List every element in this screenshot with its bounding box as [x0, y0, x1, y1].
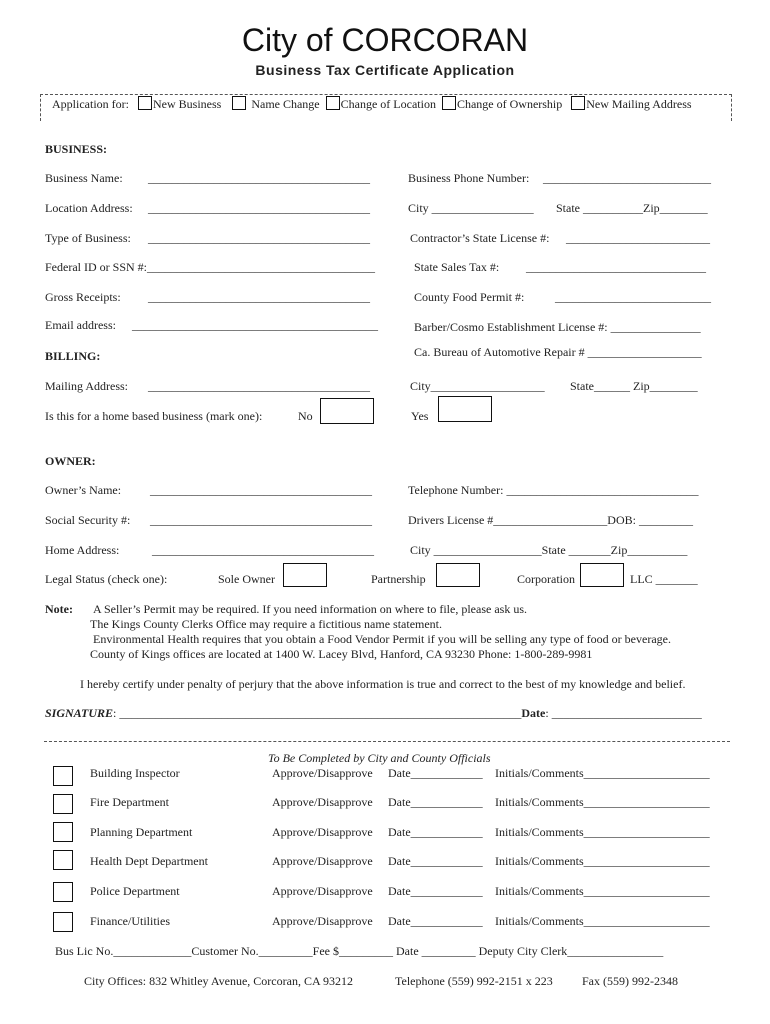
health-department-checkbox[interactable]	[53, 850, 73, 870]
official-initials-field[interactable]: Initials/Comments_____________________	[495, 854, 710, 868]
name-change-label: Name Change	[251, 97, 320, 111]
footer-address: City Offices: 832 Whitley Avenue, Corcoran, CA 93212	[84, 974, 353, 988]
police-department-checkbox[interactable]	[53, 882, 73, 902]
legal-status-label: Legal Status (check one):	[45, 572, 168, 586]
approve-disapprove: Approve/Disapprove	[272, 854, 373, 868]
location-address-label: Location Address:	[45, 201, 133, 215]
note-label: Note:	[45, 602, 73, 616]
approve-disapprove: Approve/Disapprove	[272, 914, 373, 928]
new-business-checkbox[interactable]	[138, 96, 152, 110]
home-address-field[interactable]: _____________________________________	[152, 543, 374, 557]
billing-city-field[interactable]: City___________________	[410, 379, 545, 393]
owner-heading: OWNER:	[45, 454, 96, 468]
sole-owner-box[interactable]	[283, 563, 327, 587]
fire-department-checkbox[interactable]	[53, 794, 73, 814]
contractor-license-label: Contractor’s State License #:	[410, 231, 550, 245]
signature-field[interactable]: : ___________________________________________________________________	[113, 706, 522, 720]
new-business-label: New Business	[152, 97, 222, 111]
billing-state-zip-field[interactable]: State______ Zip________	[570, 379, 698, 393]
planning-department-checkbox[interactable]	[53, 822, 73, 842]
official-date-field[interactable]: Date____________	[388, 795, 483, 809]
official-date-field[interactable]: Date____________	[388, 825, 483, 839]
certify-statement: I hereby certify under penalty of perjury that the above information is true and correct to the best of my knowledge and belief.	[80, 677, 686, 691]
sales-tax-field[interactable]: ______________________________	[526, 260, 706, 274]
home-based-no-label: No	[298, 409, 313, 423]
food-permit-label: County Food Permit #:	[414, 290, 525, 304]
llc-field[interactable]: LLC _______	[630, 572, 698, 586]
note-line-1: A Seller’s Permit may be required. If you need information on where to file, please ask us.	[93, 602, 527, 616]
home-based-yes-label: Yes	[411, 409, 429, 423]
owner-name-field[interactable]: _____________________________________	[150, 483, 372, 497]
contractor-license-field[interactable]: ________________________	[566, 231, 710, 245]
ssn-label: Social Security #:	[45, 513, 131, 527]
page-subtitle: Business Tax Certificate Application	[255, 62, 515, 78]
approve-disapprove: Approve/Disapprove	[272, 766, 373, 780]
officials-heading: To Be Completed by City and County Officials	[268, 751, 491, 765]
location-city-field[interactable]: City _________________	[408, 201, 534, 215]
official-initials-field[interactable]: Initials/Comments_____________________	[495, 766, 710, 780]
food-permit-field[interactable]: __________________________	[555, 290, 711, 304]
planning-department-label: Planning Department	[90, 825, 193, 839]
auto-repair-field[interactable]: Ca. Bureau of Automotive Repair # ___________________	[414, 345, 702, 359]
official-initials-field[interactable]: Initials/Comments_____________________	[495, 914, 710, 928]
official-initials-field[interactable]: Initials/Comments_____________________	[495, 795, 710, 809]
federal-id-field[interactable]: Federal ID or SSN #:______________________________________	[45, 260, 375, 274]
signature-date-field[interactable]: : _________________________	[545, 706, 702, 720]
footer-fax: Fax (559) 992-2348	[582, 974, 678, 988]
billing-heading: BILLING:	[45, 349, 101, 363]
sole-owner-label: Sole Owner	[218, 572, 275, 586]
partnership-label: Partnership	[371, 572, 426, 586]
change-ownership-checkbox[interactable]	[442, 96, 456, 110]
type-of-business-field[interactable]: _____________________________________	[148, 231, 370, 245]
location-address-field[interactable]: _____________________________________	[148, 201, 370, 215]
fire-department-label: Fire Department	[90, 795, 169, 809]
change-location-label: Change of Location	[340, 97, 436, 111]
footer-phone: Telephone (559) 992-2151 x 223	[395, 974, 553, 988]
official-date-field[interactable]: Date____________	[388, 914, 483, 928]
change-location-checkbox[interactable]	[326, 96, 340, 110]
building-inspector-label: Building Inspector	[90, 766, 180, 780]
approve-disapprove: Approve/Disapprove	[272, 825, 373, 839]
home-based-yes-box[interactable]	[438, 396, 492, 422]
mailing-address-label: Mailing Address:	[45, 379, 128, 393]
official-date-field[interactable]: Date____________	[388, 884, 483, 898]
partnership-box[interactable]	[436, 563, 480, 587]
divider	[44, 741, 730, 742]
ssn-field[interactable]: _____________________________________	[150, 513, 372, 527]
type-of-business-label: Type of Business:	[45, 231, 131, 245]
name-change-checkbox[interactable]	[232, 96, 246, 110]
note-line-2: The Kings County Clerks Office may require a fictitious name statement.	[90, 617, 443, 631]
office-use-fields[interactable]: Bus Lic No._____________Customer No._________Fee $_________ Date _________ Deputy City Clerk________________	[55, 944, 664, 958]
new-mailing-label: New Mailing Address	[586, 97, 692, 111]
health-department-label: Health Dept Department	[90, 854, 208, 868]
location-state-zip-field[interactable]: State __________Zip________	[556, 201, 708, 215]
finance-utilities-label: Finance/Utilities	[90, 914, 170, 928]
drivers-license-field[interactable]: Drivers License #___________________DOB: _________	[408, 513, 693, 527]
finance-utilities-checkbox[interactable]	[53, 912, 73, 932]
official-date-field[interactable]: Date____________	[388, 766, 483, 780]
gross-receipts-label: Gross Receipts:	[45, 290, 121, 304]
official-initials-field[interactable]: Initials/Comments_____________________	[495, 884, 710, 898]
police-department-label: Police Department	[90, 884, 180, 898]
application-for-label: Application for:	[52, 97, 129, 111]
home-address-label: Home Address:	[45, 543, 120, 557]
date-label: Date	[521, 706, 546, 720]
application-for-row	[52, 96, 692, 112]
sales-tax-label: State Sales Tax #:	[414, 260, 500, 274]
official-initials-field[interactable]: Initials/Comments_____________________	[495, 825, 710, 839]
signature-row	[45, 706, 702, 721]
page-title: City of CORCORAN	[241, 22, 529, 58]
gross-receipts-field[interactable]: _____________________________________	[148, 290, 370, 304]
corporation-label: Corporation	[517, 572, 575, 586]
owner-name-label: Owner’s Name:	[45, 483, 122, 497]
approve-disapprove: Approve/Disapprove	[272, 795, 373, 809]
new-mailing-checkbox[interactable]	[571, 96, 585, 110]
change-ownership-label: Change of Ownership	[456, 97, 563, 111]
note-line-4: County of Kings offices are located at 1400 W. Lacey Blvd, Hanford, CA 93230 Phone: 1-800-289-9981	[90, 647, 593, 661]
home-based-question: Is this for a home based business (mark one):	[45, 409, 263, 423]
official-date-field[interactable]: Date____________	[388, 854, 483, 868]
business-name-field[interactable]: _____________________________________	[148, 171, 370, 185]
business-heading: BUSINESS:	[45, 142, 108, 156]
home-city-state-zip-field[interactable]: City __________________State _______Zip__________	[410, 543, 688, 557]
business-name-label: Business Name:	[45, 171, 123, 185]
owner-phone-field[interactable]: Telephone Number: ________________________________	[408, 483, 699, 497]
signature-label: SIGNATURE	[45, 706, 114, 720]
corporation-box[interactable]	[580, 563, 624, 587]
building-inspector-checkbox[interactable]	[53, 766, 73, 786]
barber-license-field[interactable]: Barber/Cosmo Establishment License #: _______________	[414, 320, 701, 334]
note-line-3: Environmental Health requires that you obtain a Food Vendor Permit if you will be selling any type of food or beverage.	[93, 632, 671, 646]
business-phone-field[interactable]: ____________________________	[543, 171, 711, 185]
email-label: Email address:	[45, 318, 116, 332]
business-phone-label: Business Phone Number:	[408, 171, 530, 185]
mailing-address-field[interactable]: _____________________________________	[148, 379, 370, 393]
home-based-no-box[interactable]	[320, 398, 374, 424]
approve-disapprove: Approve/Disapprove	[272, 884, 373, 898]
email-field[interactable]: _________________________________________	[132, 318, 378, 332]
